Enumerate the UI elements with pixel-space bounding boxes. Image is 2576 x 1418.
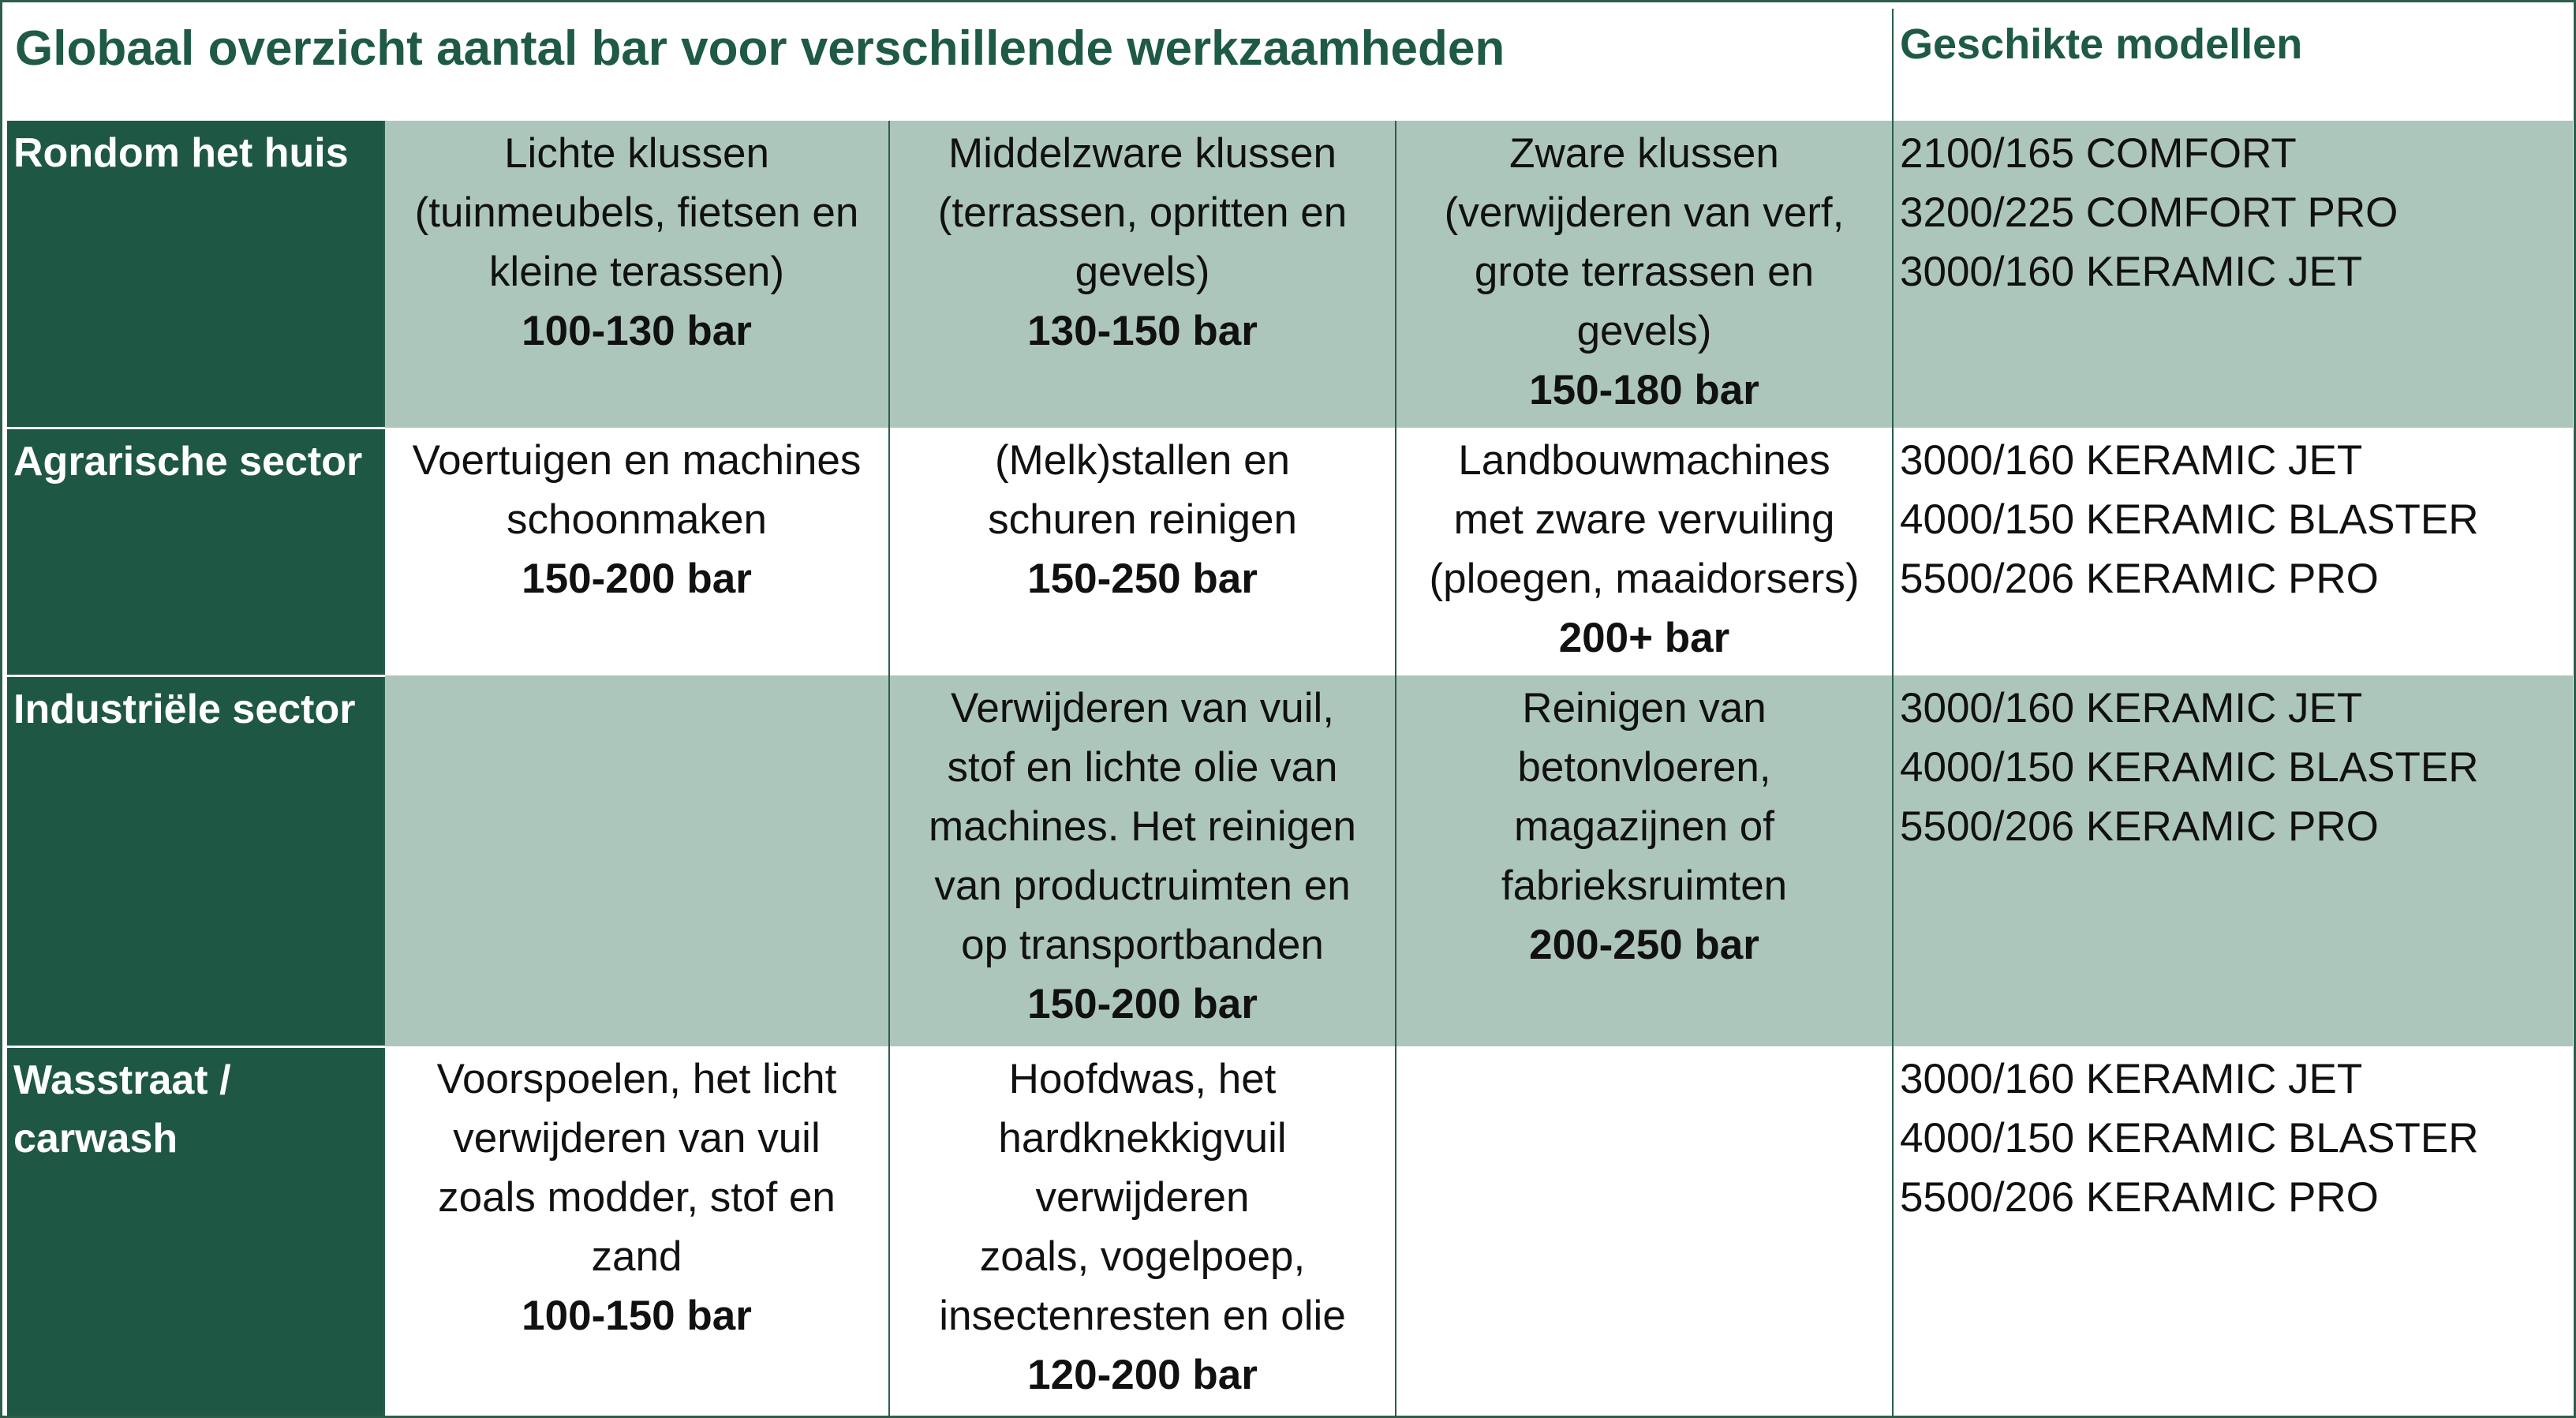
- task-cell: [384, 428, 889, 675]
- pressure-range: 130-150 bar: [1027, 308, 1258, 354]
- task-description: Voertuigen en machines schoonmaken: [412, 437, 862, 543]
- table-row: [7, 1046, 2573, 1416]
- model-name: 5500/206 KERAMIC PRO: [1900, 803, 2379, 850]
- task-description: Reinigen van betonvloeren, magazijnen of fabrieksruimten: [1501, 685, 1788, 909]
- task-cell: [889, 675, 1396, 1046]
- task-description: Landbouwmachines met zware vervuiling (ploegen, maaidorsers): [1429, 437, 1860, 602]
- pressure-range: 100-150 bar: [522, 1293, 752, 1339]
- pressure-range: 150-250 bar: [1027, 556, 1258, 602]
- pressure-range: 200-250 bar: [1529, 922, 1759, 968]
- sector-label: Rondom het huis: [7, 121, 384, 428]
- task-cell: [1396, 121, 1893, 428]
- model-name: 3200/225 COMFORT PRO: [1900, 189, 2398, 236]
- model-name: 3000/160 KERAMIC JET: [1900, 1056, 2363, 1102]
- model-name: 4000/150 KERAMIC BLASTER: [1900, 496, 2479, 543]
- pressure-range: 150-200 bar: [1027, 981, 1258, 1027]
- models-cell: [1893, 675, 2573, 1046]
- pressure-overview-table: [7, 9, 2573, 1416]
- sector-label: Wasstraat / carwash: [7, 1046, 384, 1416]
- task-cell: [384, 1046, 889, 1416]
- task-cell: [384, 675, 889, 1046]
- table-row: [7, 121, 2573, 428]
- task-description: Hoofdwas, het hardknekkigvuil verwijderen zoals, vogelpoep, insectenresten en olie: [939, 1056, 1346, 1339]
- pressure-range: 120-200 bar: [1027, 1352, 1258, 1398]
- task-description: Voorspoelen, het licht verwijderen van vuil zoals modder, stof en zand: [436, 1056, 837, 1280]
- task-cell: [1396, 428, 1893, 675]
- models-cell: [1893, 428, 2573, 675]
- task-cell: [889, 1046, 1396, 1416]
- models-cell: [1893, 121, 2573, 428]
- models-column-header: Geschikte modellen: [1893, 9, 2573, 121]
- table-row: [7, 428, 2573, 675]
- pressure-range: 200+ bar: [1558, 615, 1730, 661]
- model-name: 3000/160 KERAMIC JET: [1900, 249, 2363, 295]
- task-cell: [384, 121, 889, 428]
- task-description: Verwijderen van vuil, stof en lichte olie van machines. Het reinigen van productruimten en op transportbanden: [928, 685, 1357, 968]
- model-name: 5500/206 KERAMIC PRO: [1900, 1174, 2379, 1221]
- model-name: 4000/150 KERAMIC BLASTER: [1900, 1115, 2479, 1162]
- table-row: [7, 675, 2573, 1046]
- pressure-range: 150-180 bar: [1529, 367, 1759, 413]
- table-title: Globaal overzicht aantal bar voor verschillende werkzaamheden: [15, 21, 1505, 76]
- pressure-range: 100-130 bar: [522, 308, 752, 354]
- task-description: (Melk)stallen en schuren reinigen: [988, 437, 1297, 543]
- model-name: 4000/150 KERAMIC BLASTER: [1900, 744, 2479, 791]
- task-cell: [1396, 1046, 1893, 1416]
- model-name: 2100/165 COMFORT: [1900, 130, 2297, 177]
- task-description: Lichte klussen (tuinmeubels, fietsen en kleine terassen): [414, 130, 859, 295]
- models-cell: [1893, 1046, 2573, 1416]
- task-cell: [1396, 675, 1893, 1046]
- model-name: 5500/206 KERAMIC PRO: [1900, 556, 2379, 602]
- task-description: Middelzware klussen (terrassen, opritten en gevels): [937, 130, 1348, 295]
- task-cell: [889, 121, 1396, 428]
- model-name: 3000/160 KERAMIC JET: [1900, 437, 2363, 484]
- sector-label: Industriële sector: [7, 675, 384, 1046]
- model-name: 3000/160 KERAMIC JET: [1900, 685, 2363, 731]
- sector-label: Agrarische sector: [7, 428, 384, 675]
- task-description: Zware klussen (verwijderen van verf, grote terrassen en gevels): [1444, 130, 1845, 354]
- header-row: [7, 9, 2573, 121]
- pressure-range: 150-200 bar: [522, 556, 752, 602]
- task-cell: [889, 428, 1396, 675]
